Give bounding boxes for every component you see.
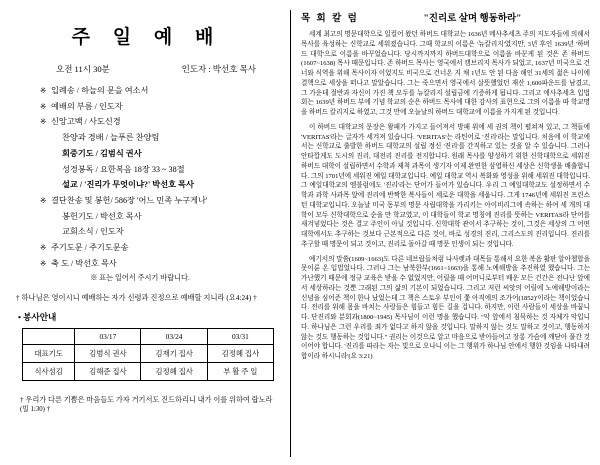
order-item [40,103,280,111]
standing-mark: ※ [40,258,47,268]
column-paragraph: 이 하버드 대학교의 문장은 왕패가 가지고 들어져서 방패 위에 세 권의 책이 펼쳐져 있고, 그 책들에 'VERITAS'라는 글자가 세겨져 있습니다. 'VERITAS'는 라틴어로 '진리'라는 말입니다. 처음에 이 학교에서는 신학교로 출발한 하버드 대학교의 설립 정신 '진리'를 간직하고 있는 것을 알 수 있습니다. 그러나 안타깝게도 도시의 진리, 대전리 진리를 전지합니다. 원래 목사를 양성하기 위한 신학대학으로 세워진 하버드 대학이 설립하면서 수학과 제척 과목이 생기자 이제 완연한 삼엽하신 세상은 신학생을 배출합니다. 그의 1701년에 세워진 예일 대학교입니다. 예일 대학교 역시 복화와 영성을 위해 세워진 대학입니다. 그 예일대학교의 엠블럼에도 '진리'라는 단어가 들어가 있습니다. 우리 그 예일대학교도 설정하면서 수학과 과학 사과목 앞에 진리에 반짝한 복사들이 세로운 대학을 세웁니다. 그게 1746년에 세워진 프린스턴 대학교입니다. 오늘날 미국 동부의 명문 사립대학을 가리키는 아이비리그에 속하는 하여 세 개의 대학이 모두 신학대학으로 순을 만 학교였고, 이 대학들이 학교 명칭에 진리를 뜻하는 VERITAS라 단어를 새겨넣었다는 것은 결고 주인이 아닐 것입니다. 신학대학 관이서 추구하는 것이, 그것은 세상의 그 어떤 대학에서도 추구하는 것보다 근본적으로 다른 것이, 바로 성경의 진리, 그리스도의 진리입니다. 진리를 추구할 때 명문이 되고 것이고, 진리로 돌아갈 때 명문 인생이 되는 것입니다. [301,123,590,248]
table-cell: 김정혜 집사 [141,362,207,380]
table-header-cell: 03/17 [75,328,141,344]
table-row [23,344,274,362]
scripture-verse: † 하나님은 영이시니 예배하는 자가 신령과 진정으로 예배할 지니라 (요4:24) † [16,292,257,302]
table-cell: 부 활 주 일 [207,362,273,380]
order-item [40,260,280,268]
table-header-cell: 03/31 [207,328,273,344]
column-paragraph: 세계 최고의 명문대학으로 일컬어 왔던 하버드 대학교는 1636년 메사추세츠 주의 지도자들에 의해서 목사를 육성하는 신학교로 세워졌습니다. 그때 학교의 이름은 '뉴칼리지'였지만, 3년 후인 1639년 '하버드 대학'으로 이름을 바꾸었습니다. 당시까지까지 하버드대학으로 이름을 바꾼게 된 것은 존 하버드(1607~1638) 목사 때문입니다. 존 하버드 목사는 영국에서 캠브리지 목사가 되었고, 1637년 미국으로 건너와 식역을 위해 목사이자 이었지도 비국으로 건너온 지 채 1년도 안 된 다음 해인 31세의 젊은 나이에 결핵으로 세상을 떠나고 말았습니다. 그는 죽으면서 영국에서 살뜻했었던 재산 1,600파운드를 남겼고, 그 가운데 절반과 자신이 가진 책 모두를 뉴칼리지 설립금에 기증하게 됩니다. 그리고 에사추세츠 입법회는 1639년 하버드 부에 기념 학교의 순은 하버드 목사에 대한 감사의 표현으로 그의 이름을 따 학교명을 하버드 칼리지로 하였고, 그것 만에 오늘날의 하버드 대학교에 이름을 가지게 된 것입니다. [301,31,590,116]
order-item-label: 봉헌기도 / 박선호 목사 [62,211,142,221]
order-item-label: 결단찬송 및 봉헌/ 586장 '어느 민족 누구게나' [51,195,208,205]
standing-mark: ※ [40,86,47,95]
table-cell: 식사섬김 [23,362,75,380]
bottom-verse-reference: (빌 1:30) † [20,406,50,414]
left-column [0,0,290,465]
standing-mark: ※ [40,195,47,205]
page-title: 주 일 예 배 [71,27,223,48]
standing-note: ※ 표는 일어서 주시기 바랍니다. [90,274,190,283]
order-item [40,87,280,95]
service-time: 오전 11시 30분 [56,64,110,74]
order-item [40,228,280,236]
order-item [40,150,280,158]
right-column [291,0,600,465]
bottom-verse [20,395,280,415]
table-cell: 김재기 집사 [141,344,207,362]
order-item-label: 찬양과 경배 / 늘푸른 찬양팀 [62,133,160,143]
order-item-label: 축 도 / 박선호 목사 [51,258,117,268]
table-cell: 김해준 집사 [75,362,141,380]
order-item [40,166,280,174]
order-of-worship [14,87,280,283]
order-item-label: 입례송 / 하늘의 문을 여소서 [51,86,149,95]
order-item-label: 설교 / '진리가 무엇이냐?' 박선호 목사 [62,180,194,190]
standing-mark: ※ [40,117,47,127]
bottom-verse-text: † 우리가 다른 기쁨은 마음들도 가자 거기서도 진드하리니 내가 이를 위하여 랍노라 [20,395,273,404]
column-title: "진리로 살며 행동하라" [423,14,522,24]
order-item [40,197,280,205]
table-header-cell: 03/24 [141,328,207,344]
order-item-label: 예배의 부름 / 인도자 [51,101,123,111]
table-header-row [23,328,274,344]
service-subheader [14,63,280,75]
service-leader: 인도자 : 박선호 목사 [181,64,256,74]
announcement-title: • 봉사안내 [18,311,57,322]
table-cell: 김정혜 집사 [207,344,273,362]
table-row [23,362,274,380]
order-item [40,134,280,142]
table-header-cell [23,328,75,344]
order-item-label: 교회소식 / 인도자 [62,227,124,237]
order-item-label: 주기도문 / 주기도문송 [51,243,129,253]
order-item [40,213,280,221]
service-roster-table [22,328,274,381]
table-cell: 김범식 권사 [75,344,141,362]
order-item [40,118,280,126]
column-paragraph: 예기서의 말씀(1609~1663)도 다른 네브랍들처럼 나사렛과 대목들 통해서 요한 복음 활판 알아챕합을 못이룬 온 입법었나다. 그러나 그는 남북한부(1661~1663)을 통해 노예해방을 추진하였 했습니다. 그는 가난했기 때문에 정규 교육은 받을 수 없었지만, 어릴을 때 어머니로부터 배운 모든 건간은 전나난 앞에서 세상하라는 것뿐 그래된 그의 삶의 기본이 되었습니다. 그리고 저런 씨앗의 어릴에 노예해방이라는 신념을 심어준 책이 한나 났었는데 그 책은 스토우 부인이 쫓 아직에의 조가어(1852)'이라는 책이었습니다. 전리를 위해 몸을 바치는 사랑들은 힘들고 힘든 길을 겁니다. 하지만, 이런 사람들이 세상을 바꿉니다. 단진리와 분회과(1800~1945) 목사님이 이런 명을 했습니다. "악 앞에서 침묵하는 것 자체가 악입니다. 하나님은 그런 우리를 죄가 없다고 하지 않을 것입니다. 말하지 않는 것도 말하고 것이고, 행동하지 않는 것도 행동하는 것입니다." 권리는 이것으로 알고 마음으로 받아들여고 장롱 가슴에 깨닫아 풀간 것이어야 합니다. '진리를 따라는 자는 빛으로 오나니 이는 그 행위가 하나님 안에서 행한 것임을 나타내려 합이라 하시니라'(요 3:21) [301,255,590,360]
order-item [40,244,280,252]
standing-mark: ※ [40,101,47,111]
order-item-label: 신앙고백 / 사도신경 [51,117,121,127]
column-label: 목 회 칼 럼 [301,14,359,24]
standing-mark: ※ [40,243,47,253]
order-item-label: 성경봉독 / 요한복음 18장 33 ~ 38절 [62,164,185,174]
column-header [301,10,590,24]
table-cell: 대표기도 [23,344,75,362]
order-item [40,181,280,189]
order-item-label: 회중기도 / 김범식 권사 [62,148,142,158]
